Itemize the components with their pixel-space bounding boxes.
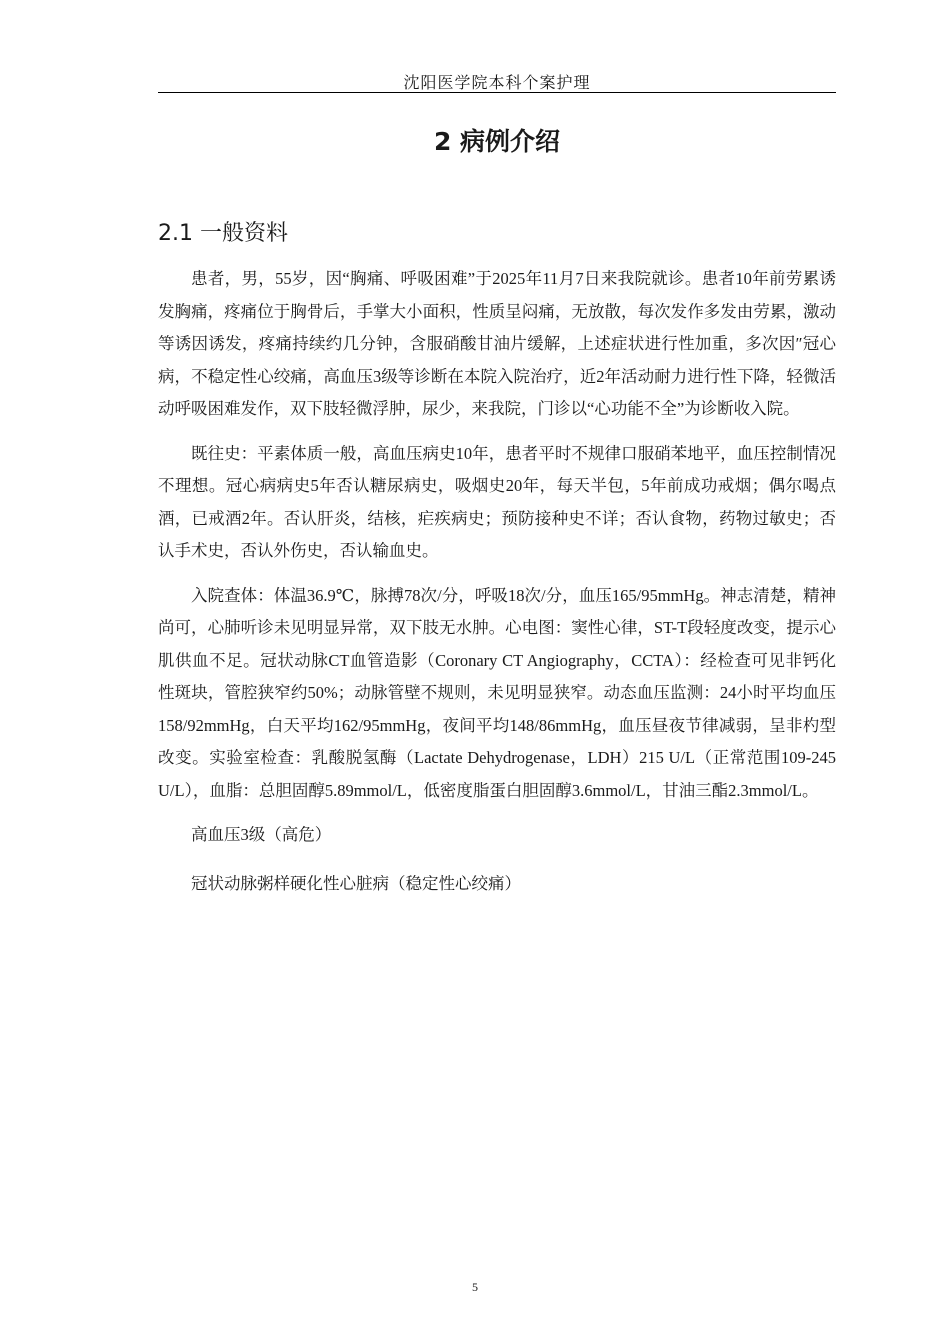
diagnosis-hypertension: 高血压3级（高危） — [191, 825, 332, 844]
paragraph-past-history: 既往史：平素体质一般，高血压病史10年，患者平时不规律口服硝苯地平，血压控制情况不理想。冠心病病史5年否认糖尿病史，吸烟史20年，每天半包，5年前成功戒烟；偶尔喝点酒，已戒酒2年。否认肝炎，结核，疟疾病史；预防接种史不详；否认食物，药物过敏史；否认手术史，否认外伤史，否认输血史。 — [158, 443, 836, 560]
running-header: 沈阳医学院本科个案护理 — [403, 73, 591, 92]
paragraph-admission-exam: 入院查体：体温36.9℃，脉搏78次/分，呼吸18次/分，血压165/95mmHg。神志清楚，精神尚可，心肺听诊未见明显异常，双下肢无水肿。心电图：窦性心律，ST-T段轻度改变，提示心肌供血不足。冠状动脉CT血管造影（Coronary CT Angiography，CCTA）：经检查可见非钙化性斑块，管腔狭窄约50%；动脉管壁不规则，未见明显狭窄。动态血压监测：24小时平均血压158/92mmHg，白天平均162/95mmHg，夜间平均148/86mmHg，血压昼夜节律减弱，呈非杓型改变。实验室检查：乳酸脱氢酶（Lactate Dehydrogenase，LDH）215 U/L（正常范围109-245 U/L），血脂：总胆固醇5.89mmol/L，低密度脂蛋白胆固醇3.6mmol/L，甘油三酯2.3mmol/L。 — [158, 585, 836, 800]
section-title: 2.1 一般资料 — [158, 221, 288, 246]
header-divider — [158, 92, 836, 93]
chapter-title: 2 病例介绍 — [433, 127, 561, 156]
page-number: 5 — [472, 1280, 478, 1294]
paragraph-chief-complaint: 患者，男，55岁，因“胸痛、呼吸困难”于2025年11月7日来我院就诊。患者10年前劳累诱发胸痛，疼痛位于胸骨后，手掌大小面积，性质呈闷痛，无放散，每次发作多发由劳累，激动等诱因诱发，疼痛持续约几分钟，含服硝酸甘油片缓解，上述症状进行性加重，多次因″冠心病，不稳定性心绞痛，高血压3级等诊断在本院入院治疗，近2年活动耐力进行性下降，轻微活动呼吸困难发作，双下肢轻微浮肿，尿少，来我院，门诊以“心功能不全”为诊断收入院。 — [158, 269, 836, 418]
body-content — [158, 263, 836, 916]
diagnosis-coronary-disease: 冠状动脉粥样硬化性心脏病（稳定性心绞痛） — [191, 873, 521, 893]
